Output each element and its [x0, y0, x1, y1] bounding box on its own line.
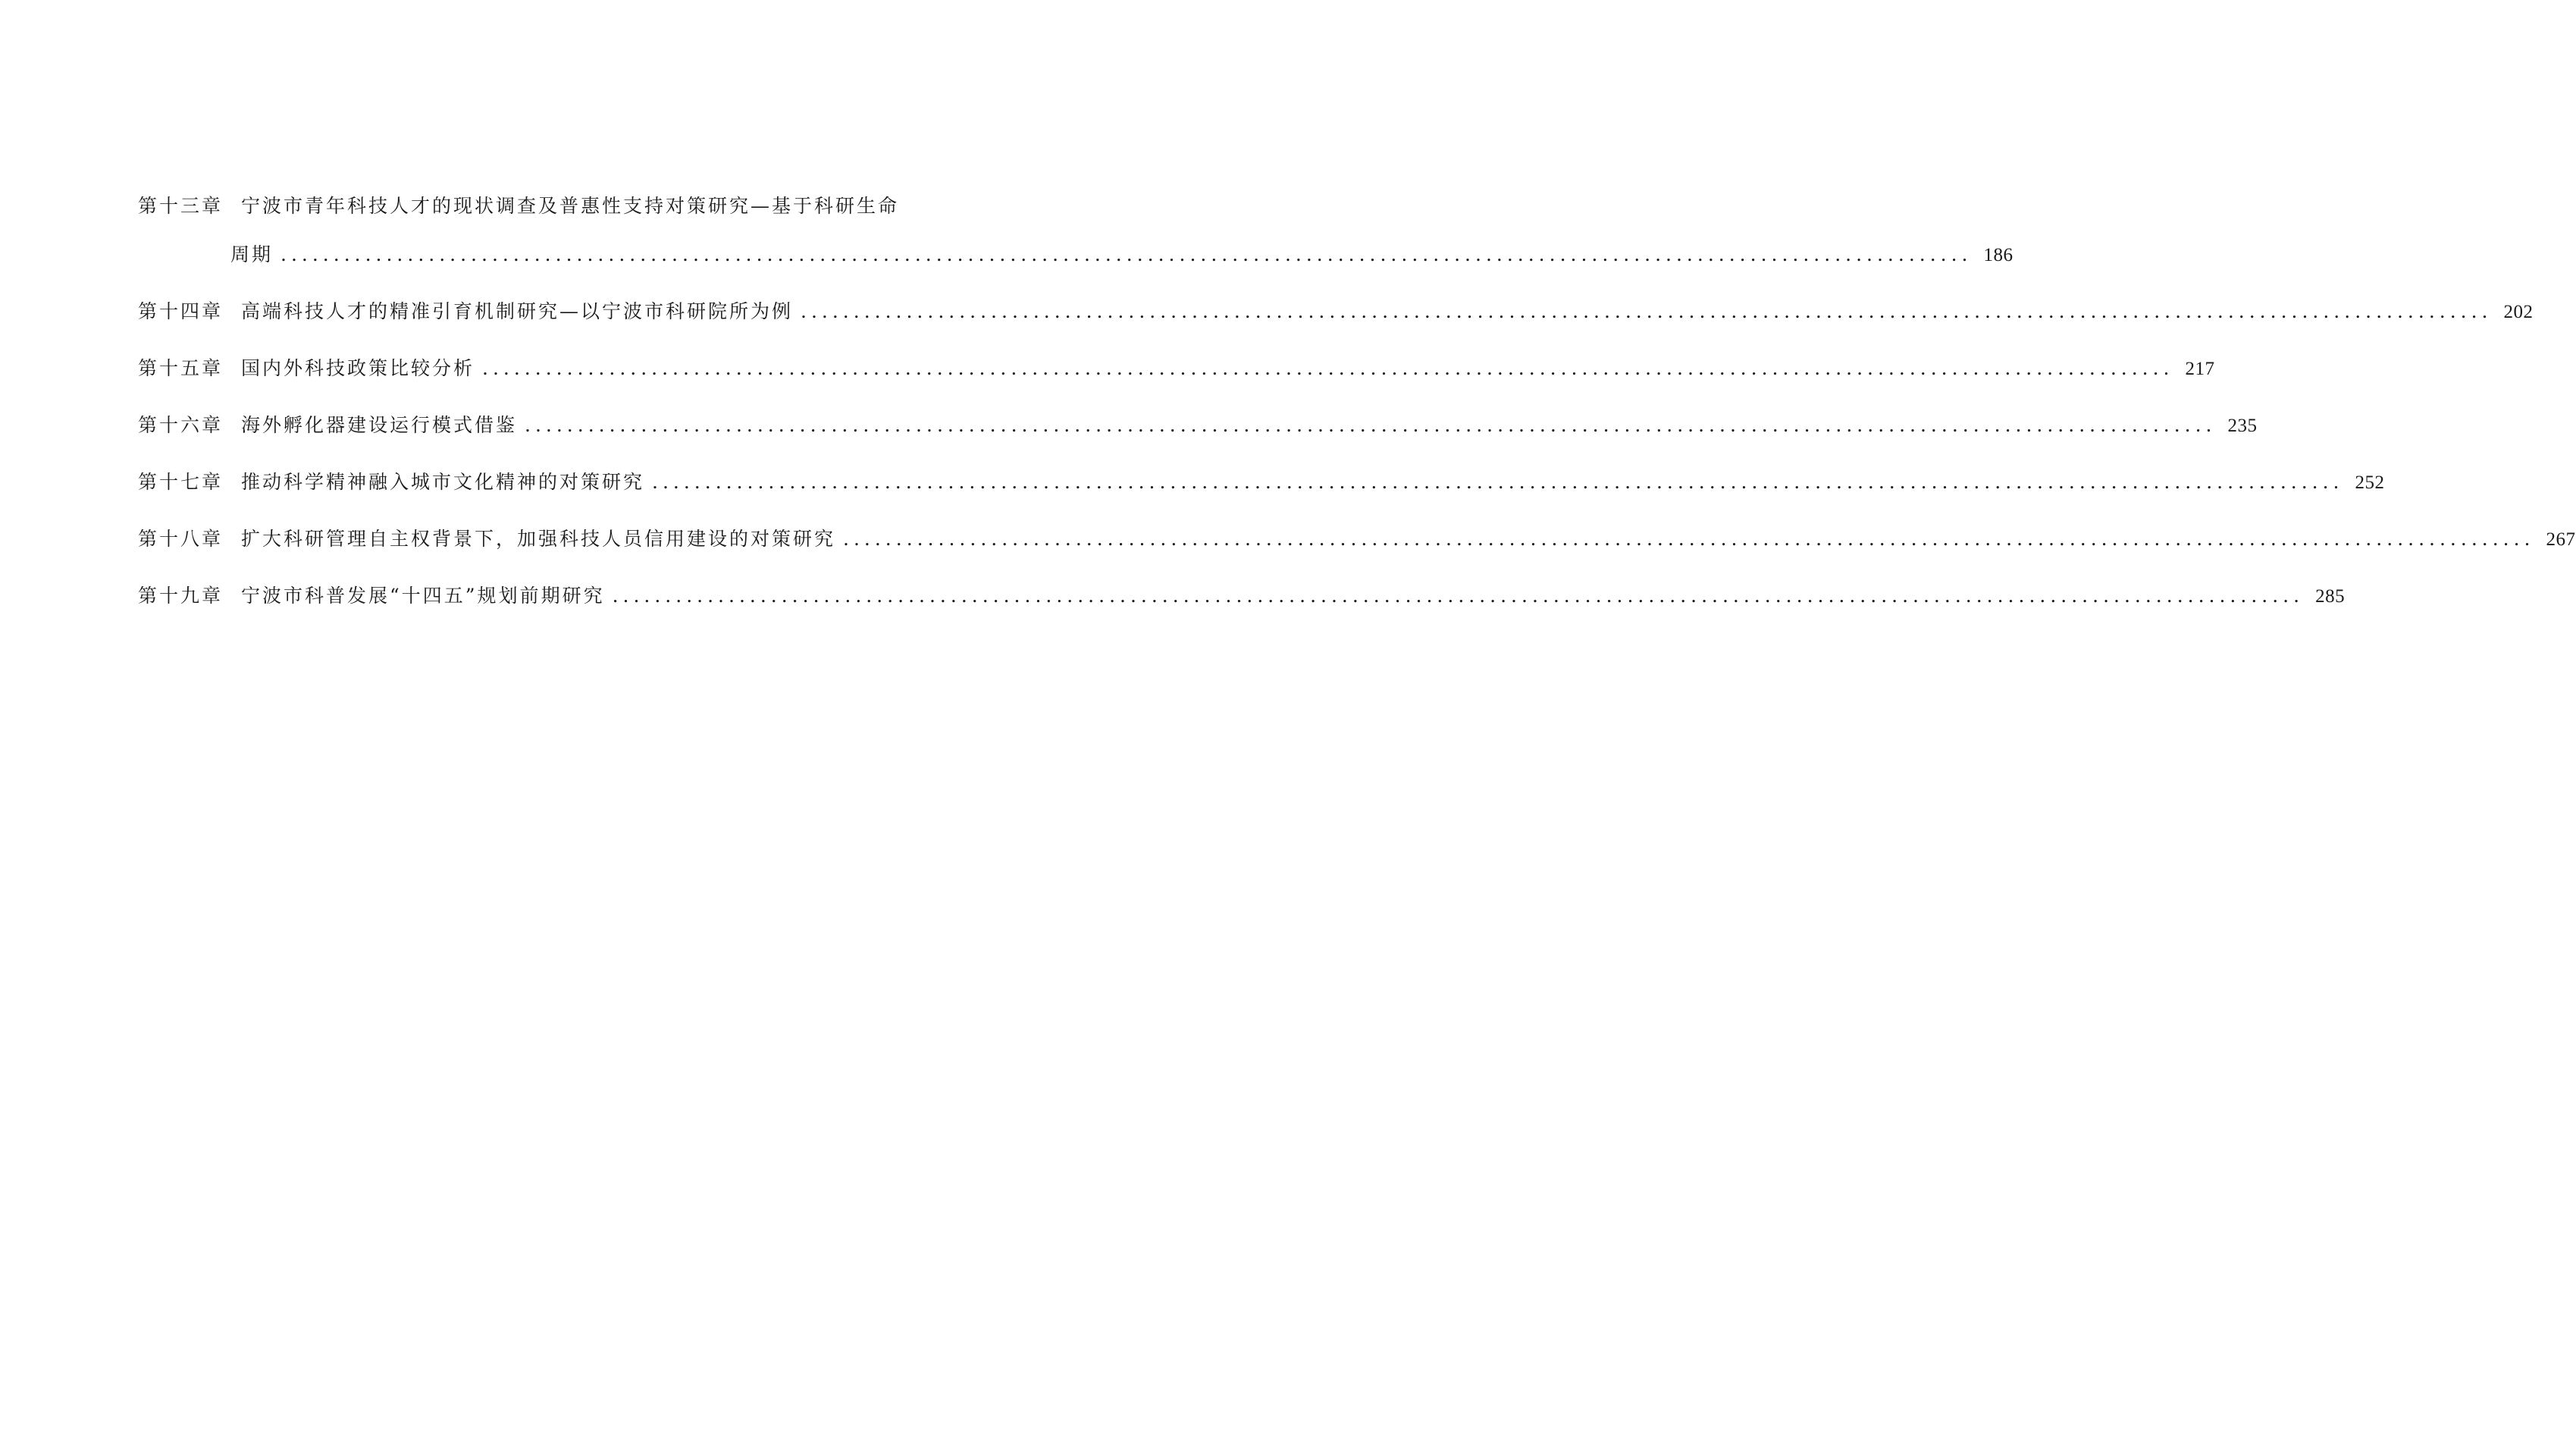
chapter-number: 第十九章 — [138, 585, 224, 607]
chapter-number: 第十五章 — [138, 357, 224, 379]
chapter-title: 海外孵化器建设运行模式借鉴 — [241, 414, 518, 436]
table-of-contents — [138, 193, 2576, 610]
toc-entry-ch13[interactable] — [138, 193, 2013, 268]
dot-leader — [843, 526, 2534, 552]
toc-entry-ch17[interactable] — [138, 469, 2385, 496]
page-number: 217 — [2185, 359, 2215, 379]
page-number: 186 — [1983, 245, 2013, 265]
dot-leader — [652, 469, 2343, 495]
toc-entry-ch14[interactable] — [138, 299, 2534, 325]
toc-entry-line — [138, 469, 2385, 496]
chapter-number: 第十八章 — [138, 528, 224, 550]
toc-entry-ch16[interactable] — [138, 413, 2258, 439]
dot-leader — [613, 583, 2304, 609]
page-number: 285 — [2315, 586, 2346, 607]
chapter-title: 国内外科技政策比较分析 — [241, 357, 475, 379]
toc-entry-line — [138, 526, 2576, 553]
dot-leader — [280, 242, 1972, 268]
toc-entry-line — [138, 299, 2534, 325]
chapter-number: 第十四章 — [138, 300, 224, 322]
chapter-title-continued: 周期 — [230, 243, 274, 265]
toc-entry-continuation — [138, 242, 2013, 268]
page-number: 235 — [2227, 416, 2258, 436]
chapter-title: 宁波市科普发展“十四五”规划前期研究 — [241, 585, 605, 607]
dot-leader — [525, 413, 2216, 438]
page-number: 202 — [2503, 302, 2534, 322]
chapter-title: 高端科技人才的精准引育机制研究—以宁波市科研院所为例 — [241, 300, 794, 322]
toc-entry-line — [138, 193, 900, 219]
toc-entry-line — [138, 583, 2346, 610]
chapter-number: 第十六章 — [138, 414, 224, 436]
toc-entry-ch15[interactable] — [138, 356, 2215, 382]
toc-entry-ch19[interactable] — [138, 583, 2346, 610]
chapter-number: 第十三章 — [138, 195, 224, 217]
toc-entry-ch18[interactable] — [138, 526, 2576, 553]
dot-leader — [482, 356, 2173, 381]
page-number: 252 — [2355, 472, 2385, 493]
chapter-title: 推动科学精神融入城市文化精神的对策研究 — [241, 471, 645, 493]
toc-entry-line — [138, 413, 2258, 439]
chapter-number: 第十七章 — [138, 471, 224, 493]
page-number: 267 — [2546, 529, 2576, 550]
chapter-title: 扩大科研管理自主权背景下，加强科技人员信用建设的对策研究 — [241, 528, 836, 550]
toc-entry-line — [138, 356, 2215, 382]
chapter-title: 宁波市青年科技人才的现状调查及普惠性支持对策研究—基于科研生命 — [241, 195, 900, 217]
dot-leader — [801, 299, 2492, 325]
